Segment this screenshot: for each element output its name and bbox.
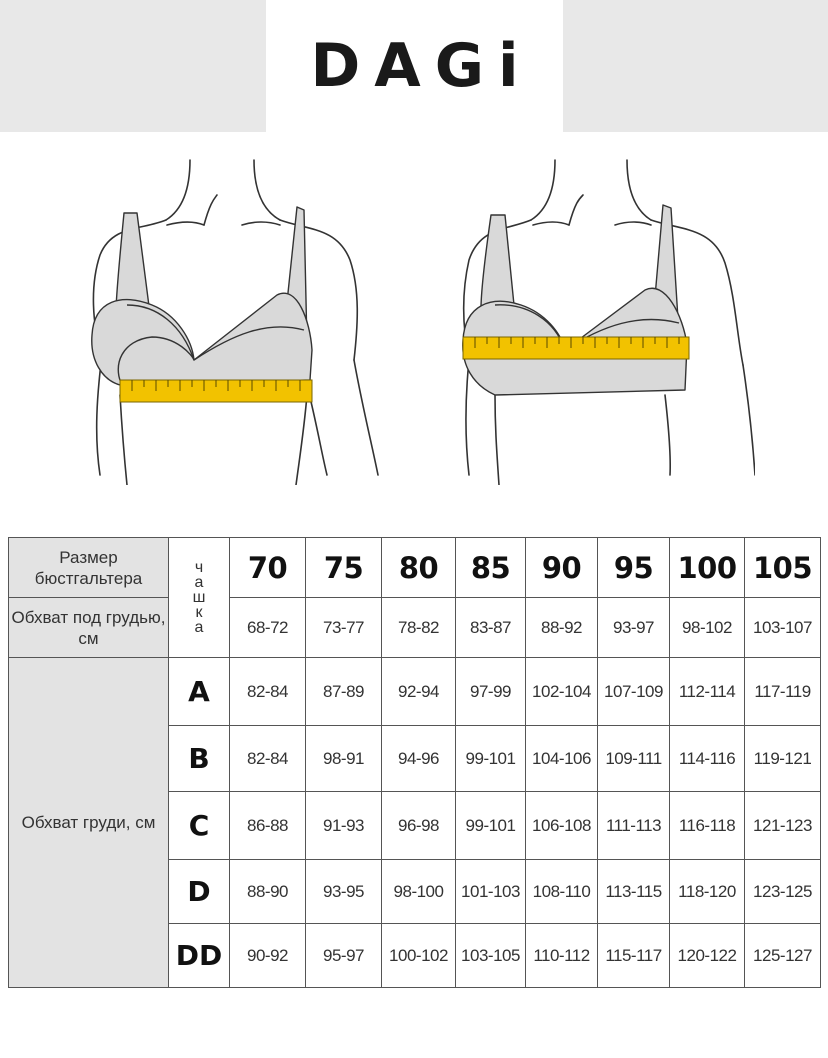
cup-label-letter: ш <box>192 589 206 606</box>
underbust-value: 78-82 <box>382 598 456 658</box>
bust-value: 118-120 <box>670 860 745 924</box>
bust-value: 82-84 <box>230 658 306 726</box>
cup-label <box>169 560 229 635</box>
size-header: 85 <box>456 538 526 598</box>
bust-value: 121-123 <box>745 792 821 860</box>
bust-value: 123-125 <box>745 860 821 924</box>
cup-size: A <box>169 658 230 726</box>
header-band-left <box>0 0 266 132</box>
size-chart-table <box>8 537 821 988</box>
underbust-value: 83-87 <box>456 598 526 658</box>
bust-value: 86-88 <box>230 792 306 860</box>
bust-value: 99-101 <box>456 726 526 792</box>
size-header-row <box>9 538 821 598</box>
underbust-figure-svg <box>82 155 382 485</box>
bust-value: 115-117 <box>598 924 670 988</box>
bust-value: 90-92 <box>230 924 306 988</box>
bust-value: 98-91 <box>306 726 382 792</box>
bust-value: 82-84 <box>230 726 306 792</box>
bust-figure-svg <box>455 155 755 485</box>
bust-value: 92-94 <box>382 658 456 726</box>
bust-value: 100-102 <box>382 924 456 988</box>
bust-measure-illustration <box>455 155 755 485</box>
bust-value: 112-114 <box>670 658 745 726</box>
bust-value: 111-113 <box>598 792 670 860</box>
bust-value: 114-116 <box>670 726 745 792</box>
size-header: 70 <box>230 538 306 598</box>
bust-value: 116-118 <box>670 792 745 860</box>
bust-value: 88-90 <box>230 860 306 924</box>
size-header: 90 <box>526 538 598 598</box>
bust-value: 99-101 <box>456 792 526 860</box>
cup-label-letter: к <box>195 604 203 621</box>
cup-size: D <box>169 860 230 924</box>
bust-value: 93-95 <box>306 860 382 924</box>
bust-value: 95-97 <box>306 924 382 988</box>
cup-label-letter: а <box>194 574 204 591</box>
bust-value: 91-93 <box>306 792 382 860</box>
bust-value: 107-109 <box>598 658 670 726</box>
underbust-value: 73-77 <box>306 598 382 658</box>
bust-value: 125-127 <box>745 924 821 988</box>
bust-value: 117-119 <box>745 658 821 726</box>
bust-label: Обхват груди, см <box>9 658 169 988</box>
logo-box <box>266 0 563 132</box>
cup-size: B <box>169 726 230 792</box>
underbust-measure-illustration <box>82 155 382 485</box>
bust-row <box>9 658 821 726</box>
bra-size-label: Размер бюстгальтера <box>9 538 169 598</box>
cup-label-letter: ч <box>194 559 204 576</box>
bust-value: 108-110 <box>526 860 598 924</box>
size-header: 95 <box>598 538 670 598</box>
bust-value: 119-121 <box>745 726 821 792</box>
bust-value: 98-100 <box>382 860 456 924</box>
cup-size: DD <box>169 924 230 988</box>
bust-value: 103-105 <box>456 924 526 988</box>
size-header: 105 <box>745 538 821 598</box>
underbust-value: 93-97 <box>598 598 670 658</box>
cup-size: C <box>169 792 230 860</box>
underbust-value: 88-92 <box>526 598 598 658</box>
bust-value: 94-96 <box>382 726 456 792</box>
brand-logo: DAGi <box>310 31 533 101</box>
bust-value: 109-111 <box>598 726 670 792</box>
size-header: 75 <box>306 538 382 598</box>
bust-value: 113-115 <box>598 860 670 924</box>
bust-value: 106-108 <box>526 792 598 860</box>
size-header: 80 <box>382 538 456 598</box>
bust-value: 87-89 <box>306 658 382 726</box>
underbust-label: Обхват под грудью, см <box>9 598 169 658</box>
bust-value: 96-98 <box>382 792 456 860</box>
size-header: 100 <box>670 538 745 598</box>
underbust-row <box>9 598 821 658</box>
bust-value: 97-99 <box>456 658 526 726</box>
header-band-right <box>563 0 828 132</box>
cup-label-letter: а <box>194 619 204 636</box>
bust-value: 104-106 <box>526 726 598 792</box>
bust-value: 120-122 <box>670 924 745 988</box>
bust-value: 101-103 <box>456 860 526 924</box>
bust-value: 110-112 <box>526 924 598 988</box>
bust-value: 102-104 <box>526 658 598 726</box>
underbust-value: 103-107 <box>745 598 821 658</box>
cup-label-cell <box>169 538 230 658</box>
underbust-value: 98-102 <box>670 598 745 658</box>
underbust-value: 68-72 <box>230 598 306 658</box>
